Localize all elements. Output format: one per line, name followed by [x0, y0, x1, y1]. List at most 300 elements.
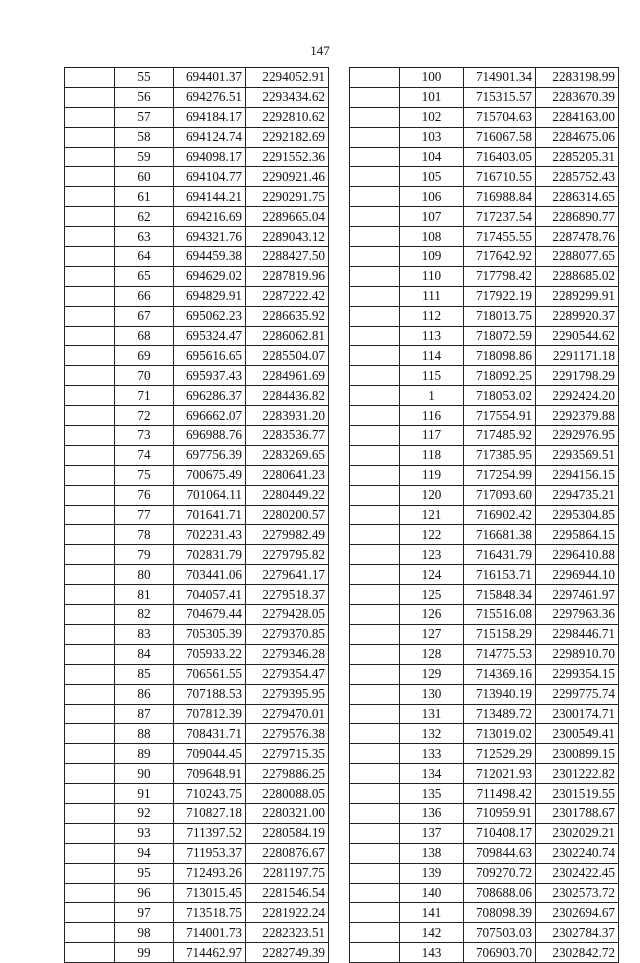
- y-coordinate-cell: 2284961.69: [246, 366, 329, 386]
- x-coordinate-cell: 718013.75: [464, 306, 536, 326]
- y-coordinate-cell: 2279354.47: [246, 664, 329, 684]
- blank-cell: [65, 366, 115, 386]
- point-number-cell: 131: [400, 704, 464, 724]
- blank-cell: [65, 147, 115, 167]
- blank-cell: [350, 426, 400, 446]
- x-coordinate-cell: 704057.41: [174, 585, 246, 605]
- point-number-cell: 104: [400, 147, 464, 167]
- point-number-cell: 125: [400, 585, 464, 605]
- blank-cell: [350, 903, 400, 923]
- point-number-cell: 132: [400, 724, 464, 744]
- table-row: [65, 266, 329, 286]
- blank-cell: [65, 943, 115, 963]
- blank-cell: [350, 784, 400, 804]
- blank-cell: [350, 664, 400, 684]
- blank-cell: [350, 744, 400, 764]
- blank-cell: [65, 107, 115, 127]
- page-number: 147: [310, 43, 330, 58]
- x-coordinate-cell: 694144.21: [174, 187, 246, 207]
- table-row: [350, 426, 619, 446]
- blank-cell: [350, 644, 400, 664]
- x-coordinate-cell: 694104.77: [174, 167, 246, 187]
- x-coordinate-cell: 697756.39: [174, 445, 246, 465]
- x-coordinate-cell: 709648.91: [174, 764, 246, 784]
- point-number-cell: 57: [115, 107, 174, 127]
- table-row: [65, 68, 329, 88]
- y-coordinate-cell: 2279428.05: [246, 605, 329, 625]
- point-number-cell: 126: [400, 605, 464, 625]
- y-coordinate-cell: 2286890.77: [536, 207, 619, 227]
- point-number-cell: 140: [400, 883, 464, 903]
- table-row: [350, 187, 619, 207]
- blank-cell: [350, 943, 400, 963]
- y-coordinate-cell: 2281922.24: [246, 903, 329, 923]
- y-coordinate-cell: 2284675.06: [536, 127, 619, 147]
- x-coordinate-cell: 694098.17: [174, 147, 246, 167]
- point-number-cell: 138: [400, 843, 464, 863]
- blank-cell: [65, 286, 115, 306]
- y-coordinate-cell: 2280088.05: [246, 784, 329, 804]
- table-row: [65, 187, 329, 207]
- point-number-cell: 107: [400, 207, 464, 227]
- blank-cell: [350, 525, 400, 545]
- point-number-cell: 137: [400, 823, 464, 843]
- y-coordinate-cell: 2302240.74: [536, 843, 619, 863]
- y-coordinate-cell: 2295304.85: [536, 505, 619, 525]
- y-coordinate-cell: 2290544.62: [536, 326, 619, 346]
- point-number-cell: 66: [115, 286, 174, 306]
- x-coordinate-cell: 712021.93: [464, 764, 536, 784]
- table-row: [65, 445, 329, 465]
- point-number-cell: 80: [115, 565, 174, 585]
- y-coordinate-cell: 2301519.55: [536, 784, 619, 804]
- table-row: [350, 286, 619, 306]
- point-number-cell: 59: [115, 147, 174, 167]
- table-row: [350, 445, 619, 465]
- blank-cell: [65, 187, 115, 207]
- y-coordinate-cell: 2293434.62: [246, 87, 329, 107]
- table-row: [65, 366, 329, 386]
- table-row: [350, 585, 619, 605]
- point-number-cell: 106: [400, 187, 464, 207]
- point-number-cell: 81: [115, 585, 174, 605]
- x-coordinate-cell: 716431.79: [464, 545, 536, 565]
- point-number-cell: 84: [115, 644, 174, 664]
- table-row: [65, 704, 329, 724]
- point-number-cell: 85: [115, 664, 174, 684]
- table-row: [350, 346, 619, 366]
- y-coordinate-cell: 2288685.02: [536, 266, 619, 286]
- x-coordinate-cell: 718072.59: [464, 326, 536, 346]
- x-coordinate-cell: 713940.19: [464, 684, 536, 704]
- table-row: [350, 883, 619, 903]
- x-coordinate-cell: 716988.84: [464, 187, 536, 207]
- y-coordinate-cell: 2302694.67: [536, 903, 619, 923]
- y-coordinate-cell: 2281546.54: [246, 883, 329, 903]
- x-coordinate-cell: 716153.71: [464, 565, 536, 585]
- y-coordinate-cell: 2292424.20: [536, 386, 619, 406]
- y-coordinate-cell: 2279795.82: [246, 545, 329, 565]
- point-number-cell: 62: [115, 207, 174, 227]
- blank-cell: [350, 445, 400, 465]
- x-coordinate-cell: 711397.52: [174, 823, 246, 843]
- blank-cell: [65, 803, 115, 823]
- y-coordinate-cell: 2287222.42: [246, 286, 329, 306]
- x-coordinate-cell: 717455.55: [464, 227, 536, 247]
- blank-cell: [350, 465, 400, 485]
- table-row: [65, 843, 329, 863]
- x-coordinate-cell: 716067.58: [464, 127, 536, 147]
- x-coordinate-cell: 694321.76: [174, 227, 246, 247]
- point-number-cell: 99: [115, 943, 174, 963]
- point-number-cell: 76: [115, 485, 174, 505]
- table-row: [350, 565, 619, 585]
- point-number-cell: 142: [400, 923, 464, 943]
- y-coordinate-cell: 2302422.45: [536, 863, 619, 883]
- table-row: [65, 605, 329, 625]
- point-number-cell: 79: [115, 545, 174, 565]
- blank-cell: [350, 764, 400, 784]
- table-row: [65, 585, 329, 605]
- y-coordinate-cell: 2296410.88: [536, 545, 619, 565]
- x-coordinate-cell: 708688.06: [464, 883, 536, 903]
- blank-cell: [65, 326, 115, 346]
- x-coordinate-cell: 716403.05: [464, 147, 536, 167]
- blank-cell: [350, 803, 400, 823]
- table-row: [350, 386, 619, 406]
- blank-cell: [65, 207, 115, 227]
- y-coordinate-cell: 2302029.21: [536, 823, 619, 843]
- x-coordinate-cell: 716902.42: [464, 505, 536, 525]
- blank-cell: [65, 306, 115, 326]
- table-row: [350, 704, 619, 724]
- blank-cell: [350, 724, 400, 744]
- blank-cell: [65, 87, 115, 107]
- point-number-cell: 89: [115, 744, 174, 764]
- table-row: [350, 266, 619, 286]
- blank-cell: [65, 823, 115, 843]
- table-row: [65, 803, 329, 823]
- table-row: [350, 803, 619, 823]
- y-coordinate-cell: 2280200.57: [246, 505, 329, 525]
- point-number-cell: 102: [400, 107, 464, 127]
- point-number-cell: 87: [115, 704, 174, 724]
- point-number-cell: 63: [115, 227, 174, 247]
- blank-cell: [65, 545, 115, 565]
- point-number-cell: 71: [115, 386, 174, 406]
- table-row: [350, 68, 619, 88]
- x-coordinate-cell: 695324.47: [174, 326, 246, 346]
- point-number-cell: 94: [115, 843, 174, 863]
- x-coordinate-cell: 695616.65: [174, 346, 246, 366]
- x-coordinate-cell: 717554.91: [464, 406, 536, 426]
- x-coordinate-cell: 715158.29: [464, 624, 536, 644]
- y-coordinate-cell: 2291552.36: [246, 147, 329, 167]
- x-coordinate-cell: 717642.92: [464, 247, 536, 267]
- y-coordinate-cell: 2283269.65: [246, 445, 329, 465]
- table-row: [65, 863, 329, 883]
- x-coordinate-cell: 696988.76: [174, 426, 246, 446]
- point-number-cell: 83: [115, 624, 174, 644]
- table-row: [65, 624, 329, 644]
- blank-cell: [65, 923, 115, 943]
- y-coordinate-cell: 2293569.51: [536, 445, 619, 465]
- table-row: [350, 644, 619, 664]
- x-coordinate-cell: 717798.42: [464, 266, 536, 286]
- point-number-cell: 95: [115, 863, 174, 883]
- table-row: [65, 406, 329, 426]
- y-coordinate-cell: 2298910.70: [536, 644, 619, 664]
- y-coordinate-cell: 2283198.99: [536, 68, 619, 88]
- blank-cell: [350, 605, 400, 625]
- x-coordinate-cell: 717093.60: [464, 485, 536, 505]
- point-number-cell: 86: [115, 684, 174, 704]
- blank-cell: [350, 207, 400, 227]
- y-coordinate-cell: 2289043.12: [246, 227, 329, 247]
- table-row: [350, 764, 619, 784]
- y-coordinate-cell: 2285504.07: [246, 346, 329, 366]
- point-number-cell: 100: [400, 68, 464, 88]
- table-row: [65, 346, 329, 366]
- y-coordinate-cell: 2280321.00: [246, 803, 329, 823]
- table-row: [65, 764, 329, 784]
- point-number-cell: 117: [400, 426, 464, 446]
- table-row: [65, 545, 329, 565]
- y-coordinate-cell: 2286062.81: [246, 326, 329, 346]
- y-coordinate-cell: 2292182.69: [246, 127, 329, 147]
- x-coordinate-cell: 704679.44: [174, 605, 246, 625]
- point-number-cell: 120: [400, 485, 464, 505]
- point-number-cell: 67: [115, 306, 174, 326]
- point-number-cell: 124: [400, 565, 464, 585]
- y-coordinate-cell: 2297963.36: [536, 605, 619, 625]
- y-coordinate-cell: 2282749.39: [246, 943, 329, 963]
- blank-cell: [65, 426, 115, 446]
- blank-cell: [65, 784, 115, 804]
- blank-cell: [350, 127, 400, 147]
- y-coordinate-cell: 2296944.10: [536, 565, 619, 585]
- x-coordinate-cell: 705933.22: [174, 644, 246, 664]
- point-number-cell: 60: [115, 167, 174, 187]
- y-coordinate-cell: 2285205.31: [536, 147, 619, 167]
- blank-cell: [350, 326, 400, 346]
- y-coordinate-cell: 2287819.96: [246, 266, 329, 286]
- x-coordinate-cell: 714775.53: [464, 644, 536, 664]
- x-coordinate-cell: 694401.37: [174, 68, 246, 88]
- blank-cell: [350, 883, 400, 903]
- point-number-cell: 111: [400, 286, 464, 306]
- x-coordinate-cell: 702831.79: [174, 545, 246, 565]
- table-row: [350, 744, 619, 764]
- x-coordinate-cell: 710959.91: [464, 803, 536, 823]
- blank-cell: [350, 624, 400, 644]
- blank-cell: [350, 107, 400, 127]
- blank-cell: [65, 704, 115, 724]
- x-coordinate-cell: 713019.02: [464, 724, 536, 744]
- blank-cell: [65, 247, 115, 267]
- y-coordinate-cell: 2283536.77: [246, 426, 329, 446]
- blank-cell: [350, 227, 400, 247]
- table-row: [65, 883, 329, 903]
- x-coordinate-cell: 694829.91: [174, 286, 246, 306]
- table-row: [65, 505, 329, 525]
- coordinate-table-left: [64, 67, 329, 963]
- point-number-cell: 130: [400, 684, 464, 704]
- y-coordinate-cell: 2294156.15: [536, 465, 619, 485]
- x-coordinate-cell: 713489.72: [464, 704, 536, 724]
- table-row: [350, 107, 619, 127]
- blank-cell: [65, 843, 115, 863]
- point-number-cell: 135: [400, 784, 464, 804]
- x-coordinate-cell: 711498.42: [464, 784, 536, 804]
- x-coordinate-cell: 707188.53: [174, 684, 246, 704]
- point-number-cell: 101: [400, 87, 464, 107]
- table-row: [350, 624, 619, 644]
- point-number-cell: 96: [115, 883, 174, 903]
- y-coordinate-cell: 2300174.71: [536, 704, 619, 724]
- point-number-cell: 73: [115, 426, 174, 446]
- blank-cell: [65, 764, 115, 784]
- blank-cell: [350, 406, 400, 426]
- point-number-cell: 128: [400, 644, 464, 664]
- blank-cell: [350, 187, 400, 207]
- x-coordinate-cell: 694276.51: [174, 87, 246, 107]
- blank-cell: [350, 923, 400, 943]
- point-number-cell: 141: [400, 903, 464, 923]
- blank-cell: [65, 724, 115, 744]
- table-row: [65, 107, 329, 127]
- table-row: [350, 485, 619, 505]
- point-number-cell: 134: [400, 764, 464, 784]
- y-coordinate-cell: 2302573.72: [536, 883, 619, 903]
- blank-cell: [65, 644, 115, 664]
- table-row: [350, 784, 619, 804]
- point-number-cell: 118: [400, 445, 464, 465]
- x-coordinate-cell: 714462.97: [174, 943, 246, 963]
- blank-cell: [65, 903, 115, 923]
- y-coordinate-cell: 2301788.67: [536, 803, 619, 823]
- y-coordinate-cell: 2302842.72: [536, 943, 619, 963]
- blank-cell: [65, 406, 115, 426]
- blank-cell: [65, 684, 115, 704]
- x-coordinate-cell: 701064.11: [174, 485, 246, 505]
- y-coordinate-cell: 2299775.74: [536, 684, 619, 704]
- x-coordinate-cell: 718092.25: [464, 366, 536, 386]
- table-row: [65, 207, 329, 227]
- x-coordinate-cell: 715315.57: [464, 87, 536, 107]
- y-coordinate-cell: 2300549.41: [536, 724, 619, 744]
- point-number-cell: 114: [400, 346, 464, 366]
- y-coordinate-cell: 2285752.43: [536, 167, 619, 187]
- y-coordinate-cell: 2280641.23: [246, 465, 329, 485]
- x-coordinate-cell: 703441.06: [174, 565, 246, 585]
- point-number-cell: 122: [400, 525, 464, 545]
- x-coordinate-cell: 709270.72: [464, 863, 536, 883]
- y-coordinate-cell: 2289665.04: [246, 207, 329, 227]
- blank-cell: [350, 863, 400, 883]
- x-coordinate-cell: 710243.75: [174, 784, 246, 804]
- table-row: [350, 525, 619, 545]
- table-row: [65, 923, 329, 943]
- point-number-cell: 91: [115, 784, 174, 804]
- table-row: [350, 127, 619, 147]
- y-coordinate-cell: 2280584.19: [246, 823, 329, 843]
- table-row: [350, 843, 619, 863]
- point-number-cell: 113: [400, 326, 464, 346]
- point-number-cell: 64: [115, 247, 174, 267]
- x-coordinate-cell: 694124.74: [174, 127, 246, 147]
- blank-cell: [65, 465, 115, 485]
- point-number-cell: 68: [115, 326, 174, 346]
- table-row: [65, 525, 329, 545]
- y-coordinate-cell: 2289299.91: [536, 286, 619, 306]
- point-number-cell: 110: [400, 266, 464, 286]
- y-coordinate-cell: 2286314.65: [536, 187, 619, 207]
- point-number-cell: 65: [115, 266, 174, 286]
- x-coordinate-cell: 718053.02: [464, 386, 536, 406]
- blank-cell: [65, 863, 115, 883]
- table-row: [350, 605, 619, 625]
- point-number-cell: 88: [115, 724, 174, 744]
- x-coordinate-cell: 711953.37: [174, 843, 246, 863]
- y-coordinate-cell: 2279982.49: [246, 525, 329, 545]
- table-row: [65, 565, 329, 585]
- y-coordinate-cell: 2288427.50: [246, 247, 329, 267]
- blank-cell: [350, 843, 400, 863]
- point-number-cell: 136: [400, 803, 464, 823]
- coordinate-table-right: [349, 67, 619, 963]
- x-coordinate-cell: 701641.71: [174, 505, 246, 525]
- table-row: [65, 465, 329, 485]
- point-number-cell: 116: [400, 406, 464, 426]
- y-coordinate-cell: 2292379.88: [536, 406, 619, 426]
- blank-cell: [65, 664, 115, 684]
- table-row: [65, 664, 329, 684]
- table-row: [65, 167, 329, 187]
- point-number-cell: 143: [400, 943, 464, 963]
- y-coordinate-cell: 2300899.15: [536, 744, 619, 764]
- table-row: [65, 644, 329, 664]
- blank-cell: [350, 286, 400, 306]
- table-row: [65, 247, 329, 267]
- point-number-cell: 75: [115, 465, 174, 485]
- x-coordinate-cell: 694629.02: [174, 266, 246, 286]
- y-coordinate-cell: 2301222.82: [536, 764, 619, 784]
- table-row: [65, 784, 329, 804]
- y-coordinate-cell: 2280876.67: [246, 843, 329, 863]
- blank-cell: [65, 525, 115, 545]
- blank-cell: [350, 147, 400, 167]
- blank-cell: [65, 565, 115, 585]
- blank-cell: [65, 624, 115, 644]
- table-row: [350, 823, 619, 843]
- table-row: [350, 247, 619, 267]
- y-coordinate-cell: 2279576.38: [246, 724, 329, 744]
- blank-cell: [350, 167, 400, 187]
- point-number-cell: 61: [115, 187, 174, 207]
- y-coordinate-cell: 2292810.62: [246, 107, 329, 127]
- point-number-cell: 70: [115, 366, 174, 386]
- table-row: [65, 724, 329, 744]
- table-row: [65, 127, 329, 147]
- point-number-cell: 121: [400, 505, 464, 525]
- point-number-cell: 56: [115, 87, 174, 107]
- x-coordinate-cell: 715704.63: [464, 107, 536, 127]
- y-coordinate-cell: 2279715.35: [246, 744, 329, 764]
- x-coordinate-cell: 706903.70: [464, 943, 536, 963]
- blank-cell: [350, 266, 400, 286]
- x-coordinate-cell: 706561.55: [174, 664, 246, 684]
